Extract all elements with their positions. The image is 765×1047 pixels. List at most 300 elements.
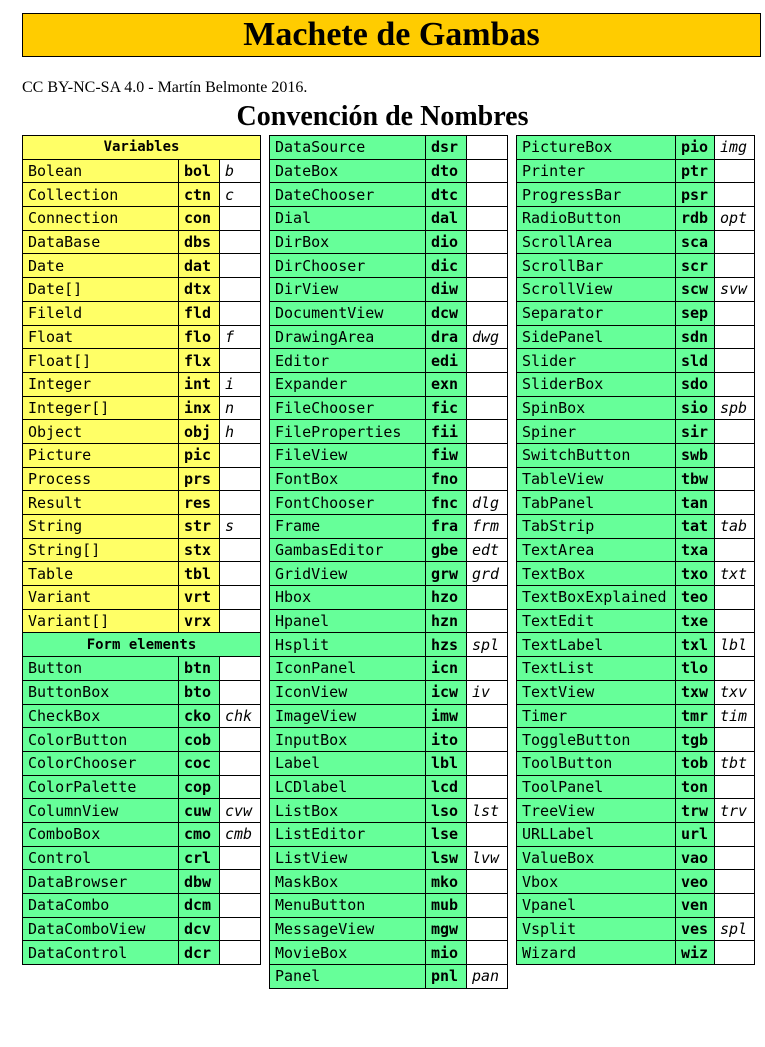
table-row [270,609,508,633]
element-name-cell: TextArea [517,538,676,562]
page-title: Machete de Gambas [22,13,761,57]
element-name-cell: Fileld [23,301,179,325]
element-name-cell: SliderBox [517,372,676,396]
prefix-cell: tgb [676,728,715,752]
element-name-cell: FileChooser [270,396,426,420]
short-prefix-cell: dlg [467,491,508,515]
element-name-cell: MaskBox [270,870,426,894]
table-row [270,822,508,846]
short-prefix-cell [220,254,261,278]
table-row [23,396,261,420]
short-prefix-cell [467,751,508,775]
prefix-cell: fiw [426,443,467,467]
short-prefix-cell [220,657,261,681]
prefix-cell: edi [426,349,467,373]
table-row [270,894,508,918]
table-row [517,301,755,325]
table-row [23,443,261,467]
element-name-cell: MovieBox [270,941,426,965]
short-prefix-cell [467,728,508,752]
prefix-cell: dra [426,325,467,349]
element-name-cell: Editor [270,349,426,373]
table-row [23,586,261,610]
table-row [270,633,508,657]
element-name-cell: SpinBox [517,396,676,420]
short-prefix-cell [715,941,755,965]
element-name-cell: Picture [23,443,179,467]
prefix-cell: hzs [426,633,467,657]
prefix-cell: mio [426,941,467,965]
short-prefix-cell [715,538,755,562]
short-prefix-cell [467,586,508,610]
table-row [23,230,261,254]
prefix-cell: dcw [426,301,467,325]
prefix-cell: dtx [179,278,220,302]
table-row [517,396,755,420]
prefix-cell: bto [179,680,220,704]
prefix-cell: crl [179,846,220,870]
prefix-cell: cop [179,775,220,799]
short-prefix-cell: edt [467,538,508,562]
element-name-cell: InputBox [270,728,426,752]
short-prefix-cell: cmb [220,822,261,846]
element-name-cell: Control [23,846,179,870]
short-prefix-cell [715,420,755,444]
element-name-cell: TextList [517,657,676,681]
prefix-cell: tan [676,491,715,515]
element-name-cell: ScrollBar [517,254,676,278]
element-name-cell: Spiner [517,420,676,444]
table-row [270,467,508,491]
prefix-cell: dto [426,159,467,183]
prefix-cell: vao [676,846,715,870]
short-prefix-cell: tbt [715,751,755,775]
short-prefix-cell [220,467,261,491]
element-name-cell: ValueBox [517,846,676,870]
table-row [517,443,755,467]
short-prefix-cell: grd [467,562,508,586]
short-prefix-cell [467,609,508,633]
prefix-cell: lcd [426,775,467,799]
short-prefix-cell [467,657,508,681]
prefix-cell: tat [676,515,715,539]
prefix-cell: ptr [676,159,715,183]
short-prefix-cell [220,443,261,467]
short-prefix-cell [467,183,508,207]
prefix-cell: inx [179,396,220,420]
element-name-cell: DrawingArea [270,325,426,349]
prefix-cell: tbl [179,562,220,586]
table-row [270,704,508,728]
short-prefix-cell [467,420,508,444]
table-row [270,680,508,704]
element-name-cell: ListView [270,846,426,870]
table-row [517,704,755,728]
element-name-cell: IconView [270,680,426,704]
element-name-cell: Date [23,254,179,278]
table-row [23,728,261,752]
element-name-cell: DataBrowser [23,870,179,894]
prefix-cell: txl [676,633,715,657]
short-prefix-cell: b [220,159,261,183]
table-row [23,538,261,562]
element-name-cell: Panel [270,965,426,989]
prefix-cell: cuw [179,799,220,823]
short-prefix-cell [220,846,261,870]
short-prefix-cell [715,443,755,467]
table-row [517,657,755,681]
prefix-cell: dbs [179,230,220,254]
short-prefix-cell [220,586,261,610]
element-name-cell: ComboBox [23,822,179,846]
short-prefix-cell [467,822,508,846]
table-row [23,349,261,373]
element-name-cell: SidePanel [517,325,676,349]
table-row [517,728,755,752]
element-name-cell: ProgressBar [517,183,676,207]
table-row [270,491,508,515]
prefix-cell: flx [179,349,220,373]
element-name-cell: Button [23,657,179,681]
short-prefix-cell [467,941,508,965]
prefix-cell: dat [179,254,220,278]
table-row [517,372,755,396]
section-header-row [23,633,261,657]
prefix-cell: dcv [179,917,220,941]
table-row [23,254,261,278]
short-prefix-cell [467,870,508,894]
table-row [23,207,261,231]
prefix-cell: mko [426,870,467,894]
short-prefix-cell: lst [467,799,508,823]
short-prefix-cell: tim [715,704,755,728]
short-prefix-cell: img [715,136,755,160]
table-row [270,420,508,444]
short-prefix-cell [715,586,755,610]
table-row [23,515,261,539]
prefix-cell: vrt [179,586,220,610]
short-prefix-cell: c [220,183,261,207]
element-name-cell: ListEditor [270,822,426,846]
table-row [517,136,755,160]
prefix-cell: sdo [676,372,715,396]
element-name-cell: ColorButton [23,728,179,752]
prefix-cell: prs [179,467,220,491]
table-row [517,278,755,302]
element-name-cell: DateChooser [270,183,426,207]
table-row [23,420,261,444]
table-row [23,894,261,918]
element-name-cell: Slider [517,349,676,373]
table-row [517,822,755,846]
table-row [23,751,261,775]
element-name-cell: DataControl [23,941,179,965]
table-row [270,538,508,562]
prefix-cell: exn [426,372,467,396]
short-prefix-cell [467,254,508,278]
element-name-cell: MessageView [270,917,426,941]
prefix-cell: dic [426,254,467,278]
prefix-cell: dio [426,230,467,254]
prefix-cell: txw [676,680,715,704]
element-name-cell: ToggleButton [517,728,676,752]
prefix-cell: fld [179,301,220,325]
table-row [270,657,508,681]
prefix-cell: txe [676,609,715,633]
short-prefix-cell [467,136,508,160]
prefix-cell: dal [426,207,467,231]
prefix-cell: hzo [426,586,467,610]
prefix-cell: hzn [426,609,467,633]
element-name-cell: ToolPanel [517,775,676,799]
prefix-cell: vrx [179,609,220,633]
prefix-cell: diw [426,278,467,302]
element-name-cell: DirChooser [270,254,426,278]
element-name-cell: Float[] [23,349,179,373]
short-prefix-cell [220,894,261,918]
prefix-cell: fii [426,420,467,444]
prefix-cell: dtc [426,183,467,207]
prefix-cell: cko [179,704,220,728]
element-name-cell: DirBox [270,230,426,254]
short-prefix-cell [467,230,508,254]
table-row [517,846,755,870]
prefix-cell: fno [426,467,467,491]
element-name-cell: Collection [23,183,179,207]
prefix-cell: cmo [179,822,220,846]
table-row [23,680,261,704]
short-prefix-cell [220,775,261,799]
short-prefix-cell [715,372,755,396]
prefix-cell: scr [676,254,715,278]
section-header: Form elements [23,633,261,657]
element-name-cell: FileProperties [270,420,426,444]
short-prefix-cell [467,278,508,302]
element-name-cell: Printer [517,159,676,183]
table-row [517,420,755,444]
table-row [270,159,508,183]
prefix-cell: tbw [676,467,715,491]
table-row [270,586,508,610]
prefix-cell: grw [426,562,467,586]
naming-table-column-3 [516,135,755,965]
element-name-cell: TextLabel [517,633,676,657]
table-row [517,609,755,633]
table-row [270,301,508,325]
short-prefix-cell [715,870,755,894]
table-row [23,846,261,870]
short-prefix-cell [715,301,755,325]
short-prefix-cell: chk [220,704,261,728]
table-row [23,870,261,894]
table-row [270,917,508,941]
table-row [517,467,755,491]
element-name-cell: ColumnView [23,799,179,823]
prefix-cell: lbl [426,751,467,775]
element-name-cell: Wizard [517,941,676,965]
prefix-cell: dcr [179,941,220,965]
short-prefix-cell [467,349,508,373]
table-row [517,515,755,539]
prefix-cell: sdn [676,325,715,349]
short-prefix-cell [715,159,755,183]
short-prefix-cell: i [220,372,261,396]
table-row [517,775,755,799]
prefix-cell: url [676,822,715,846]
prefix-cell: wiz [676,941,715,965]
prefix-cell: sca [676,230,715,254]
short-prefix-cell: iv [467,680,508,704]
short-prefix-cell [715,657,755,681]
element-name-cell: Hsplit [270,633,426,657]
table-row [517,207,755,231]
short-prefix-cell: h [220,420,261,444]
prefix-cell: lso [426,799,467,823]
element-name-cell: Connection [23,207,179,231]
element-name-cell: Process [23,467,179,491]
element-name-cell: Label [270,751,426,775]
short-prefix-cell [220,728,261,752]
element-name-cell: String[] [23,538,179,562]
prefix-cell: lse [426,822,467,846]
table-row [270,941,508,965]
table-row [517,538,755,562]
element-name-cell: ImageView [270,704,426,728]
short-prefix-cell: spl [467,633,508,657]
element-name-cell: TreeView [517,799,676,823]
element-name-cell: Timer [517,704,676,728]
short-prefix-cell [220,562,261,586]
prefix-cell: ctn [179,183,220,207]
short-prefix-cell [715,728,755,752]
table-row [517,183,755,207]
table-row [517,894,755,918]
short-prefix-cell [715,894,755,918]
short-prefix-cell [715,775,755,799]
short-prefix-cell: lbl [715,633,755,657]
prefix-cell: imw [426,704,467,728]
short-prefix-cell [715,491,755,515]
table-row [517,751,755,775]
table-row [23,609,261,633]
element-name-cell: Result [23,491,179,515]
table-row [517,230,755,254]
prefix-cell: txo [676,562,715,586]
prefix-cell: pio [676,136,715,160]
short-prefix-cell [220,680,261,704]
element-name-cell: Float [23,325,179,349]
element-name-cell: ButtonBox [23,680,179,704]
short-prefix-cell: opt [715,207,755,231]
table-row [23,941,261,965]
short-prefix-cell [467,704,508,728]
short-prefix-cell: trv [715,799,755,823]
element-name-cell: TextBox [517,562,676,586]
table-row [517,941,755,965]
prefix-cell: con [179,207,220,231]
table-row [270,751,508,775]
element-name-cell: ScrollArea [517,230,676,254]
table-row [23,467,261,491]
table-row [270,254,508,278]
element-name-cell: GridView [270,562,426,586]
short-prefix-cell [220,278,261,302]
table-row [23,562,261,586]
table-row [23,278,261,302]
prefix-cell: swb [676,443,715,467]
element-name-cell: IconPanel [270,657,426,681]
table-row [517,870,755,894]
element-name-cell: DataBase [23,230,179,254]
naming-table-column-1 [22,135,261,965]
prefix-cell: tob [676,751,715,775]
section-header: Variables [23,136,261,160]
table-row [23,183,261,207]
table-row [270,799,508,823]
short-prefix-cell: txv [715,680,755,704]
prefix-cell: psr [676,183,715,207]
short-prefix-cell [467,894,508,918]
element-name-cell: Frame [270,515,426,539]
prefix-cell: scw [676,278,715,302]
table-row [270,728,508,752]
table-row [517,633,755,657]
short-prefix-cell [715,822,755,846]
element-name-cell: DirView [270,278,426,302]
prefix-cell: ito [426,728,467,752]
short-prefix-cell [220,538,261,562]
short-prefix-cell: cvw [220,799,261,823]
table-row [270,349,508,373]
table-row [517,349,755,373]
table-row [270,325,508,349]
element-name-cell: ListBox [270,799,426,823]
table-row [270,183,508,207]
short-prefix-cell [467,207,508,231]
table-row [517,799,755,823]
table-row [517,680,755,704]
prefix-cell: stx [179,538,220,562]
short-prefix-cell: tab [715,515,755,539]
prefix-cell: dbw [179,870,220,894]
table-row [517,159,755,183]
prefix-cell: dsr [426,136,467,160]
short-prefix-cell: frm [467,515,508,539]
short-prefix-cell: pan [467,965,508,989]
element-name-cell: Integer[] [23,396,179,420]
element-name-cell: PictureBox [517,136,676,160]
element-name-cell: TextBoxExplained [517,586,676,610]
table-row [270,562,508,586]
table-row [23,704,261,728]
table-row [23,917,261,941]
prefix-cell: str [179,515,220,539]
element-name-cell: Dial [270,207,426,231]
element-name-cell: DataCombo [23,894,179,918]
table-row [270,846,508,870]
element-name-cell: Vbox [517,870,676,894]
prefix-cell: mgw [426,917,467,941]
element-name-cell: ColorPalette [23,775,179,799]
element-name-cell: Expander [270,372,426,396]
short-prefix-cell [467,301,508,325]
naming-table-column-2 [269,135,508,989]
license-notice: CC BY-NC-SA 4.0 - Martín Belmonte 2016. [22,79,308,96]
table-row [270,775,508,799]
table-row [270,396,508,420]
short-prefix-cell [220,491,261,515]
short-prefix-cell [715,254,755,278]
